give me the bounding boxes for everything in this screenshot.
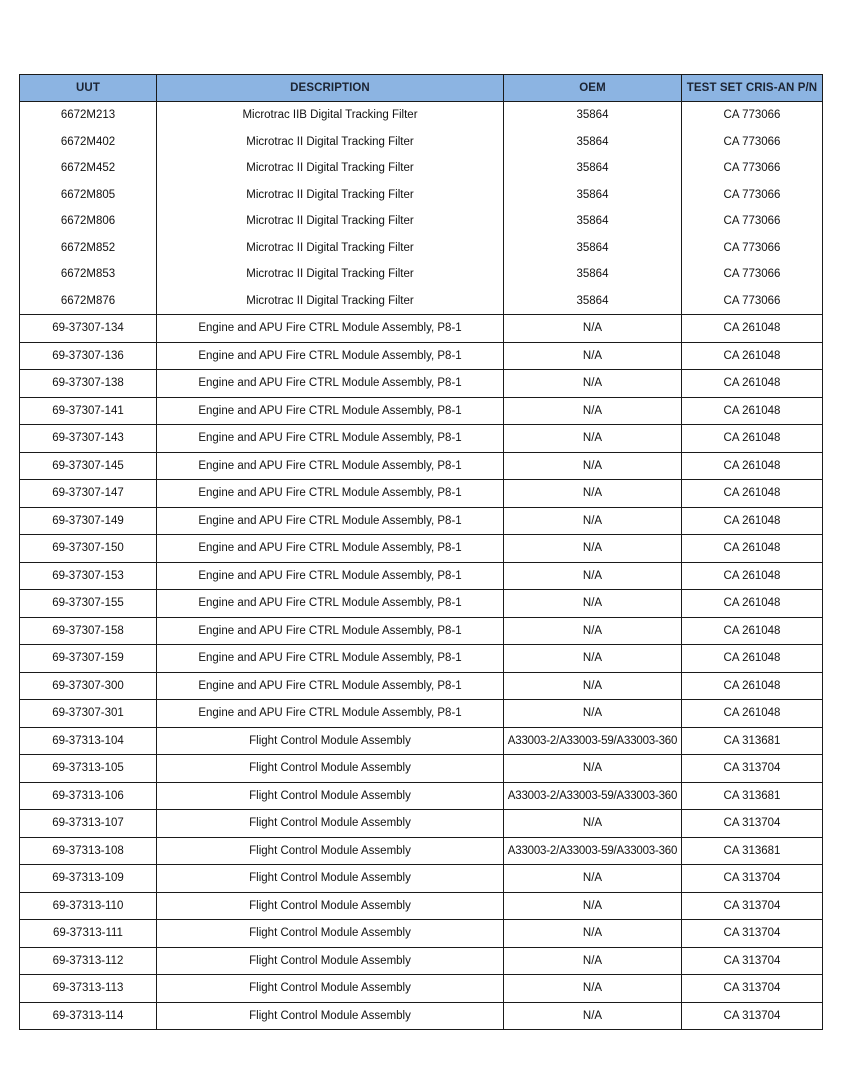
cell-description: Microtrac II Digital Tracking Filter <box>157 155 504 182</box>
cell-test-set: CA 261048 <box>682 645 823 673</box>
cell-test-set: CA 773066 <box>682 208 823 235</box>
cell-description: Flight Control Module Assembly <box>157 892 504 920</box>
cell-description: Engine and APU Fire CTRL Module Assembly, P8-1 <box>157 425 504 453</box>
cell-test-set: CA 261048 <box>682 370 823 398</box>
cell-oem: N/A <box>504 947 682 975</box>
cell-description: Engine and APU Fire CTRL Module Assembly, P8-1 <box>157 315 504 343</box>
table-row <box>20 480 823 508</box>
table-row <box>20 727 823 755</box>
table-row <box>20 315 823 343</box>
cell-uut: 69-37307-159 <box>20 645 157 673</box>
table-row <box>20 920 823 948</box>
cell-test-set: CA 313704 <box>682 975 823 1003</box>
cell-description: Microtrac II Digital Tracking Filter <box>157 129 504 156</box>
cell-description: Engine and APU Fire CTRL Module Assembly, P8-1 <box>157 480 504 508</box>
table-row <box>20 370 823 398</box>
cell-uut: 69-37313-113 <box>20 975 157 1003</box>
table-row <box>20 397 823 425</box>
cell-description: Flight Control Module Assembly <box>157 975 504 1003</box>
header-oem: OEM <box>504 75 682 102</box>
cell-oem: 35864 <box>504 129 682 156</box>
cell-test-set: CA 313704 <box>682 947 823 975</box>
cell-uut: 6672M452 <box>20 155 157 182</box>
cell-test-set: CA 773066 <box>682 235 823 262</box>
cell-test-set: CA 261048 <box>682 562 823 590</box>
cell-oem: N/A <box>504 562 682 590</box>
cell-test-set: CA 261048 <box>682 507 823 535</box>
header-uut: UUT <box>20 75 157 102</box>
table-header <box>20 75 823 102</box>
cell-oem: N/A <box>504 507 682 535</box>
cell-oem: A33003-2/A33003-59/A33003-360 <box>504 837 682 865</box>
table-row <box>20 590 823 618</box>
cell-test-set: CA 313704 <box>682 892 823 920</box>
cell-uut: 69-37307-153 <box>20 562 157 590</box>
cell-uut: 69-37307-300 <box>20 672 157 700</box>
table-row <box>20 507 823 535</box>
cell-test-set: CA 261048 <box>682 452 823 480</box>
cell-oem: N/A <box>504 755 682 783</box>
parts-table-container <box>19 74 822 1030</box>
table-row <box>20 182 823 209</box>
table-row <box>20 810 823 838</box>
table-row <box>20 782 823 810</box>
cell-description: Microtrac II Digital Tracking Filter <box>157 208 504 235</box>
cell-test-set: CA 313704 <box>682 1002 823 1030</box>
cell-description: Microtrac II Digital Tracking Filter <box>157 235 504 262</box>
table-row <box>20 208 823 235</box>
table-row <box>20 645 823 673</box>
cell-description: Flight Control Module Assembly <box>157 810 504 838</box>
table-row <box>20 452 823 480</box>
cell-test-set: CA 773066 <box>682 182 823 209</box>
cell-uut: 69-37307-149 <box>20 507 157 535</box>
cell-uut: 6672M853 <box>20 261 157 288</box>
cell-test-set: CA 261048 <box>682 397 823 425</box>
cell-oem: N/A <box>504 1002 682 1030</box>
cell-description: Engine and APU Fire CTRL Module Assembly, P8-1 <box>157 672 504 700</box>
cell-description: Engine and APU Fire CTRL Module Assembly, P8-1 <box>157 342 504 370</box>
cell-description: Flight Control Module Assembly <box>157 782 504 810</box>
cell-uut: 6672M213 <box>20 102 157 129</box>
cell-uut: 69-37307-150 <box>20 535 157 563</box>
cell-description: Engine and APU Fire CTRL Module Assembly, P8-1 <box>157 397 504 425</box>
cell-test-set: CA 261048 <box>682 315 823 343</box>
cell-oem: N/A <box>504 342 682 370</box>
cell-uut: 6672M806 <box>20 208 157 235</box>
cell-description: Flight Control Module Assembly <box>157 837 504 865</box>
cell-description: Engine and APU Fire CTRL Module Assembly, P8-1 <box>157 617 504 645</box>
table-row <box>20 155 823 182</box>
cell-uut: 6672M852 <box>20 235 157 262</box>
cell-description: Flight Control Module Assembly <box>157 865 504 893</box>
cell-test-set: CA 773066 <box>682 155 823 182</box>
table-row <box>20 288 823 315</box>
cell-uut: 69-37307-147 <box>20 480 157 508</box>
cell-uut: 6672M402 <box>20 129 157 156</box>
cell-description: Microtrac II Digital Tracking Filter <box>157 288 504 315</box>
cell-oem: 35864 <box>504 155 682 182</box>
cell-uut: 69-37307-301 <box>20 700 157 728</box>
cell-oem: N/A <box>504 865 682 893</box>
table-row <box>20 235 823 262</box>
cell-test-set: CA 261048 <box>682 480 823 508</box>
cell-uut: 69-37313-106 <box>20 782 157 810</box>
cell-uut: 69-37307-155 <box>20 590 157 618</box>
cell-test-set: CA 313681 <box>682 837 823 865</box>
cell-uut: 69-37313-111 <box>20 920 157 948</box>
cell-oem: N/A <box>504 425 682 453</box>
cell-oem: N/A <box>504 810 682 838</box>
cell-oem: N/A <box>504 617 682 645</box>
cell-uut: 69-37307-141 <box>20 397 157 425</box>
cell-oem: 35864 <box>504 182 682 209</box>
cell-oem: A33003-2/A33003-59/A33003-360 <box>504 727 682 755</box>
cell-uut: 69-37313-109 <box>20 865 157 893</box>
cell-oem: N/A <box>504 590 682 618</box>
cell-oem: 35864 <box>504 102 682 129</box>
cell-description: Engine and APU Fire CTRL Module Assembly, P8-1 <box>157 645 504 673</box>
cell-description: Flight Control Module Assembly <box>157 727 504 755</box>
cell-test-set: CA 773066 <box>682 102 823 129</box>
cell-uut: 6672M805 <box>20 182 157 209</box>
cell-oem: 35864 <box>504 261 682 288</box>
table-row <box>20 837 823 865</box>
cell-test-set: CA 773066 <box>682 129 823 156</box>
cell-description: Microtrac II Digital Tracking Filter <box>157 182 504 209</box>
cell-test-set: CA 773066 <box>682 288 823 315</box>
cell-oem: 35864 <box>504 288 682 315</box>
parts-table <box>19 74 823 1030</box>
cell-uut: 69-37307-145 <box>20 452 157 480</box>
cell-description: Engine and APU Fire CTRL Module Assembly, P8-1 <box>157 507 504 535</box>
cell-oem: N/A <box>504 452 682 480</box>
table-row <box>20 562 823 590</box>
cell-test-set: CA 261048 <box>682 535 823 563</box>
cell-description: Engine and APU Fire CTRL Module Assembly, P8-1 <box>157 562 504 590</box>
table-row <box>20 975 823 1003</box>
cell-description: Engine and APU Fire CTRL Module Assembly, P8-1 <box>157 700 504 728</box>
cell-test-set: CA 773066 <box>682 261 823 288</box>
cell-uut: 69-37307-136 <box>20 342 157 370</box>
table-row <box>20 261 823 288</box>
cell-test-set: CA 313704 <box>682 755 823 783</box>
table-row <box>20 700 823 728</box>
cell-oem: N/A <box>504 975 682 1003</box>
cell-test-set: CA 313681 <box>682 782 823 810</box>
cell-oem: A33003-2/A33003-59/A33003-360 <box>504 782 682 810</box>
header-description: DESCRIPTION <box>157 75 504 102</box>
table-row <box>20 1002 823 1030</box>
cell-uut: 69-37313-105 <box>20 755 157 783</box>
cell-test-set: CA 313704 <box>682 865 823 893</box>
cell-description: Flight Control Module Assembly <box>157 755 504 783</box>
cell-uut: 69-37307-138 <box>20 370 157 398</box>
cell-test-set: CA 261048 <box>682 590 823 618</box>
table-row <box>20 342 823 370</box>
cell-uut: 6672M876 <box>20 288 157 315</box>
cell-uut: 69-37313-112 <box>20 947 157 975</box>
cell-test-set: CA 261048 <box>682 425 823 453</box>
table-row <box>20 865 823 893</box>
cell-test-set: CA 313681 <box>682 727 823 755</box>
cell-uut: 69-37307-158 <box>20 617 157 645</box>
cell-test-set: CA 261048 <box>682 700 823 728</box>
cell-uut: 69-37307-134 <box>20 315 157 343</box>
cell-description: Engine and APU Fire CTRL Module Assembly, P8-1 <box>157 370 504 398</box>
cell-oem: N/A <box>504 535 682 563</box>
table-row <box>20 535 823 563</box>
cell-description: Engine and APU Fire CTRL Module Assembly, P8-1 <box>157 535 504 563</box>
cell-uut: 69-37313-107 <box>20 810 157 838</box>
table-row <box>20 425 823 453</box>
cell-oem: N/A <box>504 672 682 700</box>
cell-uut: 69-37313-108 <box>20 837 157 865</box>
cell-test-set: CA 261048 <box>682 617 823 645</box>
cell-description: Flight Control Module Assembly <box>157 920 504 948</box>
header-test-set: TEST SET CRIS-AN P/N <box>682 75 823 102</box>
table-row <box>20 617 823 645</box>
table-row <box>20 755 823 783</box>
cell-oem: N/A <box>504 920 682 948</box>
table-row <box>20 672 823 700</box>
cell-oem: N/A <box>504 645 682 673</box>
cell-test-set: CA 261048 <box>682 672 823 700</box>
cell-description: Microtrac II Digital Tracking Filter <box>157 261 504 288</box>
cell-oem: N/A <box>504 315 682 343</box>
table-row <box>20 947 823 975</box>
cell-uut: 69-37307-143 <box>20 425 157 453</box>
cell-description: Engine and APU Fire CTRL Module Assembly, P8-1 <box>157 452 504 480</box>
cell-oem: N/A <box>504 370 682 398</box>
cell-oem: 35864 <box>504 208 682 235</box>
header-row <box>20 75 823 102</box>
cell-oem: N/A <box>504 397 682 425</box>
table-body <box>20 102 823 1030</box>
table-row <box>20 129 823 156</box>
table-row <box>20 102 823 129</box>
cell-oem: N/A <box>504 480 682 508</box>
cell-uut: 69-37313-104 <box>20 727 157 755</box>
cell-oem: N/A <box>504 892 682 920</box>
cell-uut: 69-37313-114 <box>20 1002 157 1030</box>
cell-description: Microtrac IIB Digital Tracking Filter <box>157 102 504 129</box>
table-row <box>20 892 823 920</box>
cell-uut: 69-37313-110 <box>20 892 157 920</box>
cell-description: Engine and APU Fire CTRL Module Assembly, P8-1 <box>157 590 504 618</box>
cell-oem: 35864 <box>504 235 682 262</box>
cell-description: Flight Control Module Assembly <box>157 1002 504 1030</box>
cell-test-set: CA 261048 <box>682 342 823 370</box>
cell-oem: N/A <box>504 700 682 728</box>
cell-test-set: CA 313704 <box>682 920 823 948</box>
cell-test-set: CA 313704 <box>682 810 823 838</box>
cell-description: Flight Control Module Assembly <box>157 947 504 975</box>
